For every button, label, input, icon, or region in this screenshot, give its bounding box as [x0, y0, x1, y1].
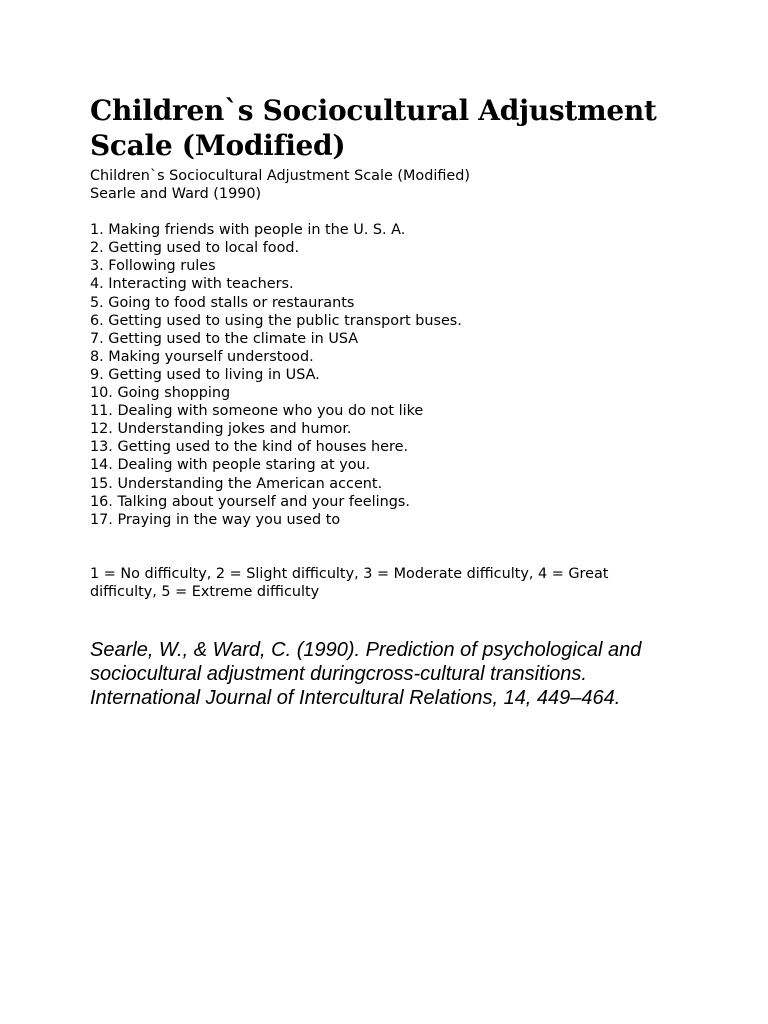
- list-item: 5. Going to food stalls or restaurants: [90, 294, 355, 311]
- list-item: 10. Going shopping: [90, 385, 231, 402]
- list-item: 7. Getting used to the climate in USA: [90, 330, 359, 347]
- document-subtitle: Children`s Sociocultural Adjustment Scale (Modified): [90, 168, 471, 184]
- list-item: 15. Understanding the American accent.: [90, 475, 383, 492]
- list-item: 2. Getting used to local food.: [90, 240, 300, 257]
- list-item: 6. Getting used to using the public transport buses.: [90, 312, 462, 329]
- list-item: 14. Dealing with people staring at you.: [90, 457, 371, 474]
- document-page: [90, 93, 690, 710]
- list-item: 1. Making friends with people in the U. S. A.: [90, 222, 406, 239]
- list-item: 13. Getting used to the kind of houses here.: [90, 439, 409, 456]
- list-item: 8. Making yourself understood.: [90, 348, 314, 365]
- list-item: 9. Getting used to living in USA.: [90, 366, 320, 383]
- page-title: Children`s Sociocultural Adjustment Scale (Modified): [90, 94, 657, 162]
- subtitle-block: [90, 167, 690, 203]
- scale-legend: 1 = No difficulty, 2 = Slight difficulty, 3 = Moderate difficulty, 4 = Great difficulty, 5 = Extreme difficulty: [90, 565, 609, 600]
- list-item: 3. Following rules: [90, 258, 216, 275]
- list-item: 12. Understanding jokes and humor.: [90, 421, 352, 438]
- list-item: 4. Interacting with teachers.: [90, 276, 294, 293]
- authors-line: Searle and Ward (1990): [90, 186, 262, 203]
- item-list: [90, 221, 690, 529]
- list-item: 11. Dealing with someone who you do not like: [90, 403, 424, 420]
- list-item: 17. Praying in the way you used to: [90, 511, 341, 528]
- citation: Searle, W., & Ward, C. (1990). Prediction of psychological and sociocultural adjustment duringcross-cultural transitions. International Journal of Intercultural Relations, 14, 449–464.: [90, 638, 642, 709]
- list-item: 16. Talking about yourself and your feelings.: [90, 493, 410, 510]
